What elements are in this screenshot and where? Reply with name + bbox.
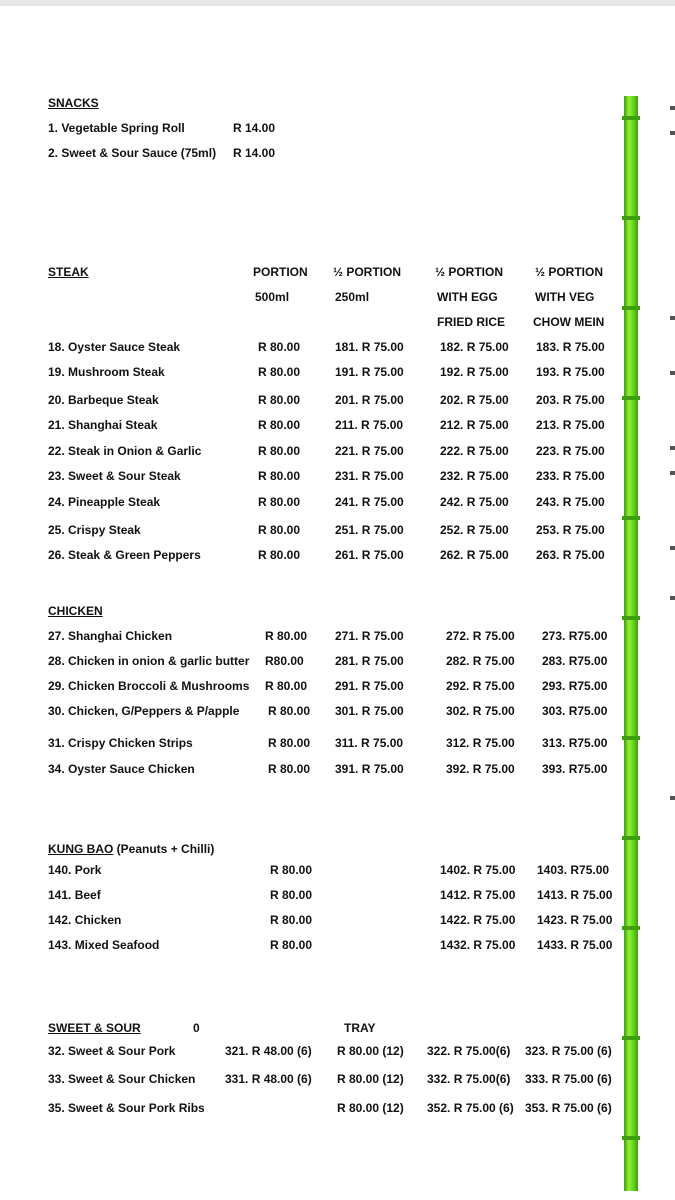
column-header: FRIED RICE [437,315,506,329]
veg-chow-mein-price: 393. R75.00 [542,762,608,776]
menu-item-name: 20. Barbeque Steak [48,393,159,407]
portion-price: R 80.00 [258,365,301,379]
egg-fried-rice-price: 192. R 75.00 [440,365,509,379]
half-portion-price: 201. R 75.00 [335,393,404,407]
half-portion-price: 231. R 75.00 [335,469,404,483]
egg-fried-rice-price: 1402. R 75.00 [440,863,516,877]
bamboo-node [622,616,640,620]
menu-item-name: 28. Chicken in onion & garlic butter [48,654,250,668]
menu-item-name: 140. Pork [48,863,102,877]
half-portion-price: 391. R 75.00 [335,762,404,776]
bamboo-node [622,116,640,120]
bamboo-node [622,516,640,520]
column-header: WITH VEG [535,290,595,304]
veg-chow-mein-price: 1403. R75.00 [537,863,610,877]
half-portion-price: 221. R 75.00 [335,444,404,458]
tray-price: R 80.00 (12) [337,1101,404,1115]
margin-mark [670,471,675,475]
bamboo-node [622,306,640,310]
margin-mark [670,371,675,375]
menu-item-name: 23. Sweet & Sour Steak [48,469,181,483]
egg-fried-rice-price: 352. R 75.00 (6) [427,1101,514,1115]
egg-fried-rice-price: 252. R 75.00 [440,523,509,537]
bamboo-node [622,396,640,400]
column-header: ½ PORTION [435,265,504,279]
veg-chow-mein-price: 1413. R 75.00 [537,888,613,902]
menu-item-name: 33. Sweet & Sour Chicken [48,1072,196,1086]
menu-item-name: 29. Chicken Broccoli & Mushrooms [48,679,250,693]
portion-price: R 80.00 [258,393,301,407]
margin-mark [670,131,675,135]
egg-fried-rice-price: 1432. R 75.00 [440,938,516,952]
menu-item-name: 35. Sweet & Sour Pork Ribs [48,1101,205,1115]
snack-item-price: R 14.00 [233,121,276,135]
half-portion-price: 281. R 75.00 [335,654,404,668]
egg-fried-rice-price: 332. R 75.00(6) [427,1072,511,1086]
menu-item-name: 34. Oyster Sauce Chicken [48,762,195,776]
menu-item-name: 22. Steak in Onion & Garlic [48,444,202,458]
half-portion-price: 291. R 75.00 [335,679,404,693]
portion-price: R 80.00 [258,495,301,509]
egg-fried-rice-price: 262. R 75.00 [440,548,509,562]
egg-fried-rice-price: 392. R 75.00 [446,762,515,776]
egg-fried-rice-price: 302. R 75.00 [446,704,515,718]
veg-chow-mein-price: 263. R 75.00 [536,548,605,562]
veg-chow-mein-price: 213. R 75.00 [536,418,605,432]
menu-item-name: 27. Shanghai Chicken [48,629,173,643]
snacks-title: SNACKS [48,96,99,110]
veg-chow-mein-price: 1433. R 75.00 [537,938,613,952]
margin-mark [670,546,675,550]
portion-price: R 80.00 [258,469,301,483]
tray-header: TRAY [344,1021,376,1035]
chicken-title: CHICKEN [48,604,103,618]
tray-price: R 80.00 (12) [337,1044,404,1058]
egg-fried-rice-price: 232. R 75.00 [440,469,509,483]
half-portion-price: 301. R 75.00 [335,704,404,718]
portion-price: R 80.00 [270,938,313,952]
veg-chow-mein-price: 233. R 75.00 [536,469,605,483]
sweetsour-zero: 0 [193,1021,200,1035]
menu-item-name: 143. Mixed Seafood [48,938,160,952]
half-portion-price: 311. R 75.00 [335,736,404,750]
portion-price: R 80.00 [258,523,301,537]
bamboo-node [622,926,640,930]
column-header: WITH EGG [437,290,498,304]
margin-mark [670,596,675,600]
menu-item-name: 31. Crispy Chicken Strips [48,736,193,750]
portion-price: R 80.00 [258,340,301,354]
margin-mark [670,106,675,110]
menu-item-name: 142. Chicken [48,913,122,927]
portion-price: R 80.00 [270,863,313,877]
snack-item-name: 1. Vegetable Spring Roll [48,121,185,135]
egg-fried-rice-price: 322. R 75.00(6) [427,1044,511,1058]
half-portion-price: 271. R 75.00 [335,629,404,643]
veg-chow-mein-price: 293. R75.00 [542,679,608,693]
menu-item-name: 21. Shanghai Steak [48,418,158,432]
kungbao-title: KUNG BAO [48,842,114,856]
portion-price: R 80.00 [268,736,311,750]
veg-chow-mein-price: 193. R 75.00 [536,365,605,379]
column-header: ½ PORTION [535,265,604,279]
kungbao-heading [48,842,214,856]
menu-item-name: 30. Chicken, G/Peppers & P/apple [48,704,240,718]
egg-fried-rice-price: 242. R 75.00 [440,495,509,509]
portion-price: R80.00 [265,654,304,668]
veg-chow-mein-price: 253. R 75.00 [536,523,605,537]
menu-page [0,6,675,1200]
veg-chow-mein-price: 273. R75.00 [542,629,608,643]
egg-fried-rice-price: 1412. R 75.00 [440,888,516,902]
half-portion-price: 191. R 75.00 [335,365,404,379]
egg-fried-rice-price: 202. R 75.00 [440,393,509,407]
bamboo-node [622,1036,640,1040]
portion-price: R 80.00 [265,629,308,643]
veg-chow-mein-price: 313. R75.00 [542,736,608,750]
egg-fried-rice-price: 1422. R 75.00 [440,913,516,927]
portion-price: R 80.00 [270,888,313,902]
bamboo-node [622,736,640,740]
veg-chow-mein-price: 183. R 75.00 [536,340,605,354]
portion-price: R 80.00 [258,444,301,458]
bamboo-node [622,216,640,220]
egg-fried-rice-price: 272. R 75.00 [446,629,515,643]
portion-price: R 80.00 [270,913,313,927]
menu-item-name: 25. Crispy Steak [48,523,141,537]
egg-fried-rice-price: 282. R 75.00 [446,654,515,668]
half-portion-price: 261. R 75.00 [335,548,404,562]
column-header: 250ml [335,290,370,304]
column-header: PORTION [253,265,308,279]
column-header: 500ml [255,290,290,304]
egg-fried-rice-price: 182. R 75.00 [440,340,509,354]
half-portion-price: 181. R 75.00 [335,340,404,354]
half-portion-price: 241. R 75.00 [335,495,404,509]
veg-chow-mein-price: 323. R 75.00 (6) [525,1044,612,1058]
veg-chow-mein-price: 303. R75.00 [542,704,608,718]
menu-item-name: 141. Beef [48,888,101,902]
veg-chow-mein-price: 353. R 75.00 (6) [525,1101,612,1115]
column-header: ½ PORTION [333,265,402,279]
steak-title: STEAK [48,265,89,279]
menu-item-name: 24. Pineapple Steak [48,495,161,509]
egg-fried-rice-price: 212. R 75.00 [440,418,509,432]
column-header: CHOW MEIN [533,315,605,329]
portion-price: R 80.00 [268,704,311,718]
veg-chow-mein-price: 203. R 75.00 [536,393,605,407]
portion-price: R 80.00 [268,762,311,776]
egg-fried-rice-price: 312. R 75.00 [446,736,515,750]
menu-item-name: 19. Mushroom Steak [48,365,165,379]
margin-mark [670,316,675,320]
bamboo-stalk-graphic [620,96,642,1191]
egg-fried-rice-price: 292. R 75.00 [446,679,515,693]
veg-chow-mein-price: 223. R 75.00 [536,444,605,458]
bamboo-node [622,836,640,840]
veg-chow-mein-price: 1423. R 75.00 [537,913,613,927]
veg-chow-mein-price: 333. R 75.00 (6) [525,1072,612,1086]
portion-price: R 80.00 [258,418,301,432]
menu-item-name: 32. Sweet & Sour Pork [48,1044,176,1058]
half-portion-price: 211. R 75.00 [335,418,404,432]
menu-item-name: 18. Oyster Sauce Steak [48,340,181,354]
sweetsour-title: SWEET & SOUR [48,1021,141,1035]
margin-mark [670,796,675,800]
veg-chow-mein-price: 243. R 75.00 [536,495,605,509]
veg-chow-mein-price: 283. R75.00 [542,654,608,668]
small-price: 331. R 48.00 (6) [225,1072,312,1086]
tray-price: R 80.00 (12) [337,1072,404,1086]
portion-price: R 80.00 [265,679,308,693]
snack-item-name: 2. Sweet & Sour Sauce (75ml) [48,146,217,160]
egg-fried-rice-price: 222. R 75.00 [440,444,509,458]
small-price: 321. R 48.00 (6) [225,1044,312,1058]
portion-price: R 80.00 [258,548,301,562]
bamboo-node [622,1136,640,1140]
snack-item-price: R 14.00 [233,146,276,160]
menu-item-name: 26. Steak & Green Peppers [48,548,201,562]
half-portion-price: 251. R 75.00 [335,523,404,537]
margin-mark [670,446,675,450]
kungbao-subtitle: (Peanuts + Chilli) [113,842,215,856]
